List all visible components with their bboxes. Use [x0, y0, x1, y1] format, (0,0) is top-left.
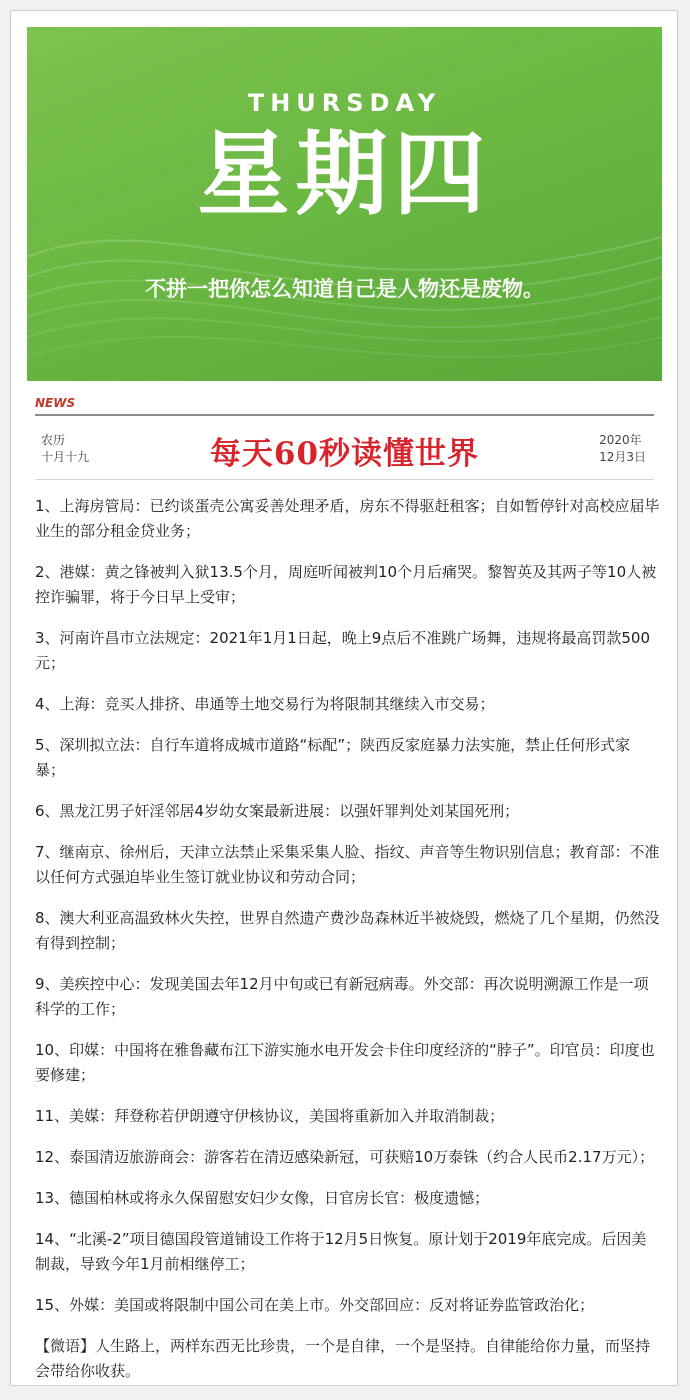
news-item-1: 1、上海房管局：已约谈蛋壳公寓妥善处理矛盾，房东不得驱赶租客；自如暂停针对高校应届毕业生的部分租金贷业务；: [35, 497, 660, 540]
date-month-day: 12月3日: [599, 450, 646, 464]
lunar-label: 农历: [41, 433, 66, 447]
banner-slogan: 不拼一把你怎么知道自己是人物还是废物。: [145, 277, 544, 301]
thursday-banner: [27, 27, 662, 381]
weekday-chinese: 星期四: [197, 120, 492, 228]
page-title: 每天60秒读懂世界: [209, 436, 480, 472]
news-item-11: 11、美媒：拜登称若伊朗遵守伊核协议，美国将重新加入并取消制裁；: [35, 1107, 505, 1125]
news-item-15: 15、外媒：美国或将限制中国公司在美上市。外交部回应：反对将证券监管政治化；: [35, 1296, 595, 1314]
section-divider: [35, 414, 654, 416]
news-item-7: 7、继南京、徐州后，天津立法禁止采集采集人脸、指纹、声音等生物识别信息；教育部：不准以任何方式强迫毕业生签订就业协议和劳动合同；: [35, 843, 660, 886]
news-item-12: 12、泰国清迈旅游商会：游客若在清迈感染新冠，可获赔10万泰铢（约合人民币2.17万元）；: [35, 1148, 655, 1166]
news-item-10: 10、印媒：中国将在雅鲁藏布江下游实施水电开发会卡住印度经济的“脖子”。印官员：印度也要修建；: [35, 1041, 655, 1084]
news-item-9: 9、美疾控中心：发现美国去年12月中旬或已有新冠病毒。外交部：再次说明溯源工作是一项科学的工作；: [35, 975, 649, 1018]
article-card: [10, 10, 678, 1386]
daily-quote: 【微语】人生路上，两样东西无比珍贵，一个是自律，一个是坚持。自律能给你力量，而坚持会带给你收获。: [35, 1337, 651, 1380]
news-item-4: 4、上海：竞买人排挤、串通等土地交易行为将限制其继续入市交易；: [35, 695, 495, 713]
date-year: 2020年: [599, 433, 642, 447]
news-item-5: 5、深圳拟立法：自行车道将成城市道路“标配”；陕西反家庭暴力法实施，禁止任何形式家暴；: [35, 736, 631, 779]
header-divider: [35, 479, 654, 480]
news-section-label: NEWS: [35, 396, 76, 410]
news-item-14: 14、“北溪-2”项目德国段管道铺设工作将于12月5日恢复。原计划于2019年底完成。后因美制裁，导致今年1月前相继停工；: [35, 1230, 647, 1273]
news-item-8: 8、澳大利亚高温致林火失控，世界自然遗产费沙岛森林近半被烧毁，燃烧了几个星期，仍然没有得到控制；: [35, 909, 660, 952]
lunar-day: 十月十九: [41, 450, 90, 464]
news-item-6: 6、黑龙江男子奸淫邻居4岁幼女案最新进展：以强奸罪判处刘某国死刑；: [35, 802, 520, 820]
weekday-english: THURSDAY: [247, 89, 442, 117]
news-item-2: 2、港媒：黄之锋被判入狱13.5个月，周庭听闻被判10个月后痛哭。黎智英及其两子等10人被控诈骗罪，将于今日早上受审；: [35, 563, 657, 606]
news-list: [35, 494, 660, 1400]
headline-row: [35, 426, 654, 476]
news-item-13: 13、德国柏林或将永久保留慰安妇少女像，日官房长官：极度遗憾；: [35, 1189, 490, 1207]
news-item-3: 3、河南许昌市立法规定：2021年1月1日起，晚上9点后不准跳广场舞，违规将最高罚款500元；: [35, 629, 650, 672]
gregorian-date: [599, 432, 646, 466]
